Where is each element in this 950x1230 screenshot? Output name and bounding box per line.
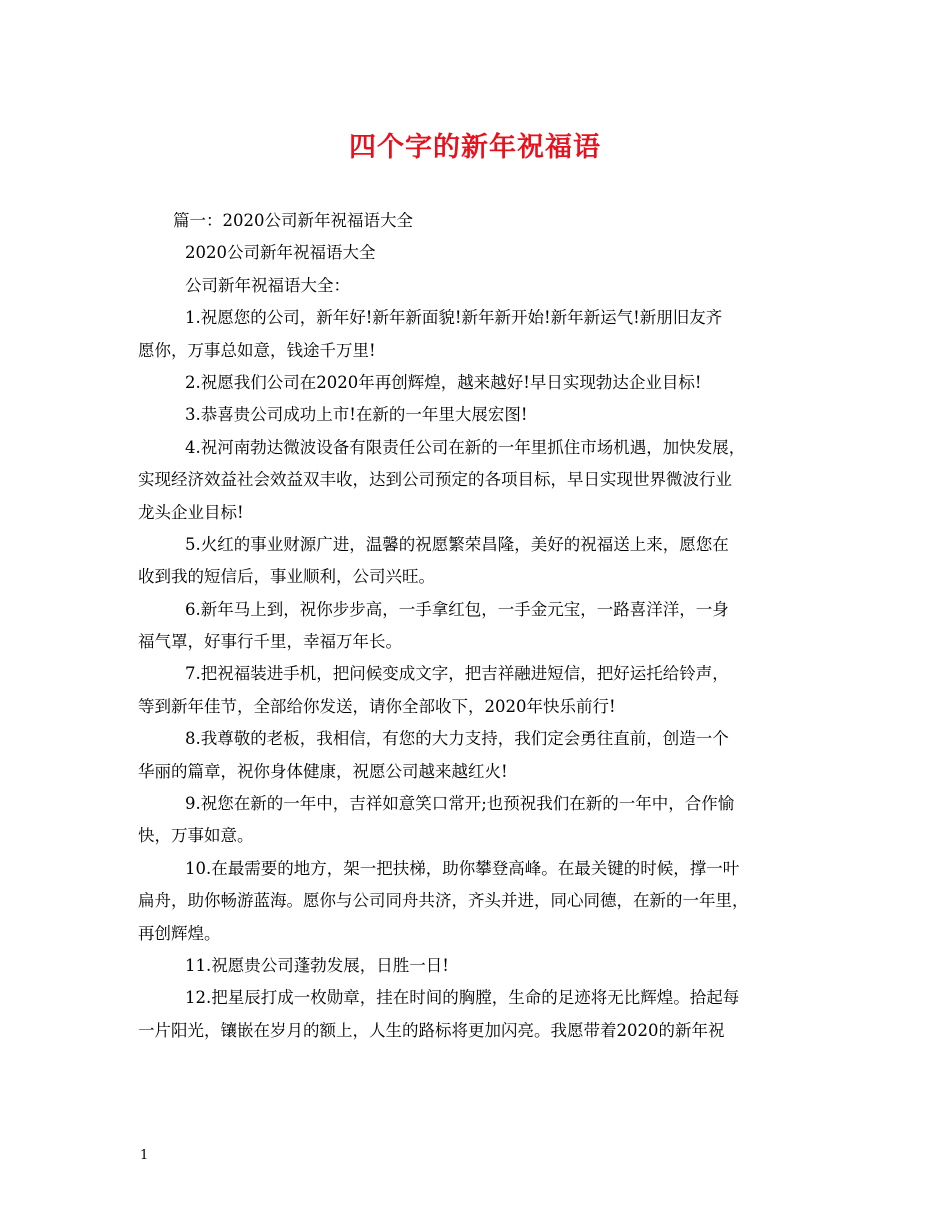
document-body [138,205,828,1047]
body-line: 华丽的篇章，祝你身体健康，祝愿公司越来越红火! [138,761,508,781]
body-line: 6.新年马上到，祝你步步高，一手拿红包，一手金元宝，一路喜洋洋，一身 [185,599,729,619]
body-line: 11.祝愿贵公司蓬勃发展，日胜一日! [185,955,449,975]
body-line: 一片阳光，镶嵌在岁月的额上，人生的路标将更加闪亮。我愿带着2020的新年祝 [138,1020,725,1040]
body-line: 再创辉煌。 [138,923,221,943]
body-line: 等到新年佳节，全部给你发送，请你全部收下，2020年快乐前行! [138,696,616,716]
body-line: 4.祝河南勃达微波设备有限责任公司在新的一年里抓住市场机遇，加快发展， [185,437,746,457]
document-title: 四个字的新年祝福语 [349,132,601,163]
body-line: 扁舟，助你畅游蓝海。愿你与公司同舟共济，齐头并进，同心同德，在新的一年里， [138,891,749,911]
body-line: 2.祝愿我们公司在2020年再创辉煌，越来越好!早日实现勃达企业目标! [185,372,702,392]
body-line: 愿你，万事总如意，钱途千万里! [138,340,376,360]
body-line: 篇一：2020公司新年祝福语大全 [173,211,413,230]
body-line: 3.恭喜贵公司成功上市!在新的一年里大展宏图! [185,405,528,425]
body-line: 龙头企业目标! [138,502,244,522]
body-line: 快，万事如意。 [138,826,254,846]
body-line: 5.火红的事业财源广进，温馨的祝愿繁荣昌隆，美好的祝福送上来，愿您在 [185,534,729,554]
page-number: 1 [140,1148,149,1163]
body-line: 8.我尊敬的老板，我相信，有您的大力支持，我们定会勇往直前，创造一个 [185,729,729,749]
body-line: 公司新年祝福语大全： [185,275,350,295]
body-line: 实现经济效益社会效益双丰收，达到公司预定的各项目标，早日实现世界微波行业 [138,470,732,490]
body-line: 1.祝愿您的公司，新年好!新年新面貌!新年新开始!新年新运气!新朋旧友齐 [185,308,723,328]
body-line: 2020公司新年祝福语大全 [185,243,376,263]
body-line: 收到我的短信后，事业顺利，公司兴旺。 [138,567,435,587]
body-line: 9.祝您在新的一年中，吉祥如意笑口常开;也预祝我们在新的一年中，合作愉 [185,794,735,814]
body-line: 12.把星辰打成一枚勋章，挂在时间的胸膛，生命的足迹将无比辉煌。拾起每 [185,988,740,1008]
body-line: 福气罩，好事行千里，幸福万年长。 [138,632,402,652]
body-line: 7.把祝福装进手机，把问候变成文字，把吉祥融进短信，把好运托给铃声， [185,664,729,684]
body-line: 10.在最需要的地方，架一把扶梯，助你攀登高峰。在最关键的时候，撑一叶 [185,858,740,878]
